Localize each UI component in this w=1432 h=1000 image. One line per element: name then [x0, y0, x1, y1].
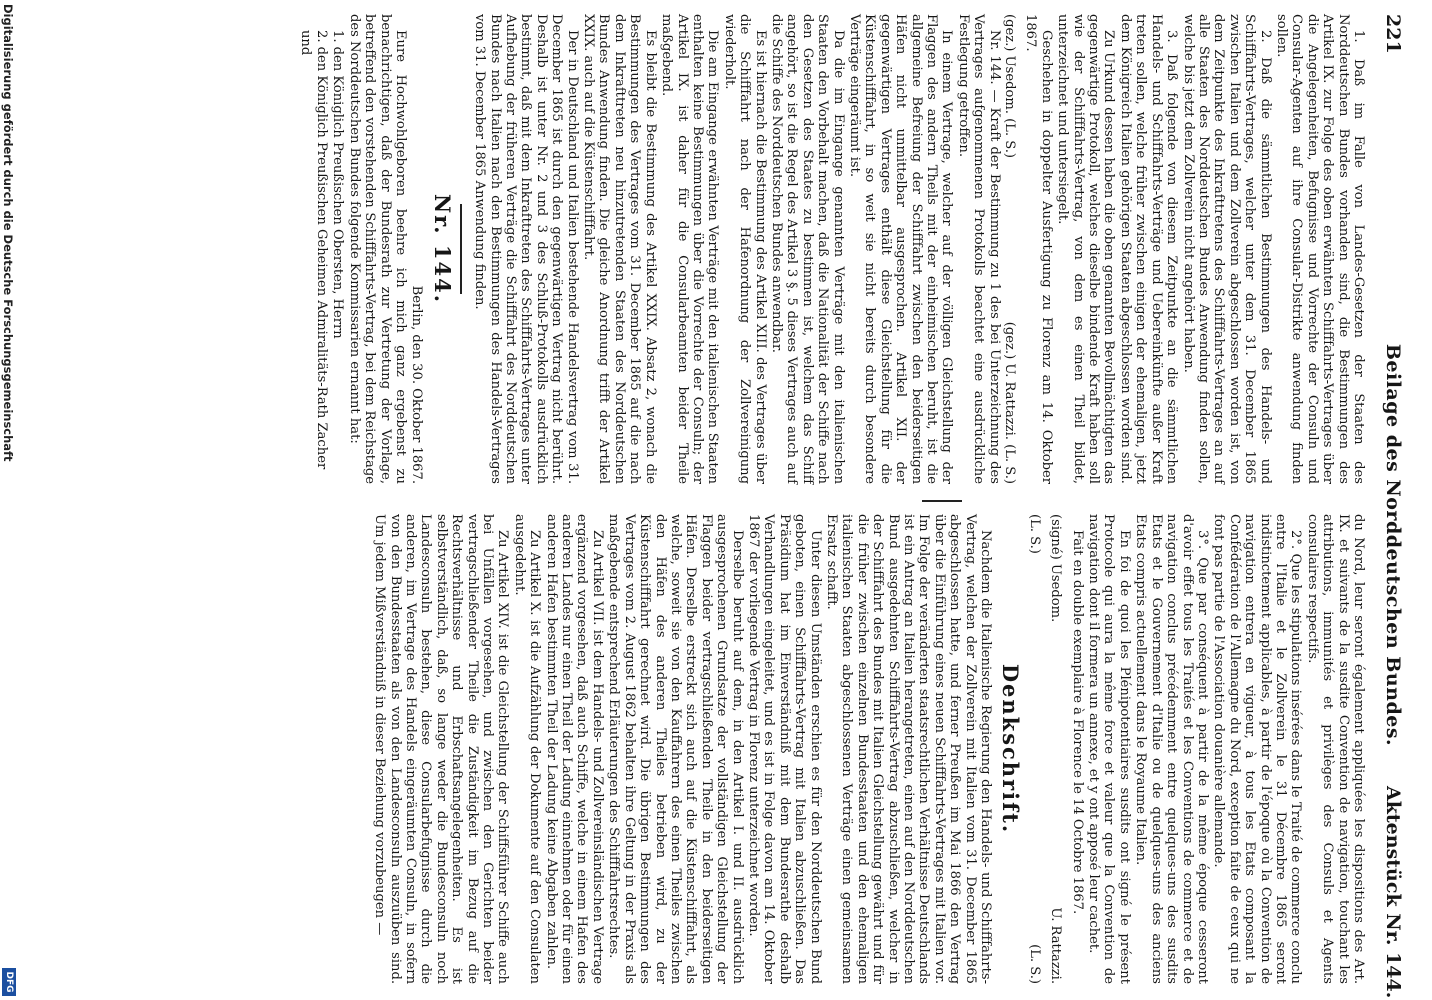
- paragraph: Zu Urkund dessen haben die oben genannten Bevollmächtigten das gegenwärtige Protokoll, welches dieselbe bindende Kraft haben soll wie der Schifffahrts-Vertrag, von dem es einen Theil bildet, unterzeichnet und untersiegelt.: [1055, 14, 1117, 484]
- paragraph: du Nord, leur seront également appliquées les dispositions des Art. IX. et suivants de la susdite Convention de navigation, touchant les attributions, immunités et privilèges des Consuls et Agents consulaires respectifs.: [1304, 514, 1366, 984]
- right-column: [371, 514, 1366, 984]
- signature: (gez.) U. Rattazzi. (L. S.): [1002, 321, 1018, 484]
- paragraph: Nachdem die Italienische Regierung den Handels- und Schifffahrts-Vertrag, welchen der Zollverein mit Italien vom 31. December 1865 abgeschlossen hatte, und ferner Preußen im Mai 1866 den Vertrag über die Einführung eines neuen Schifffahrts-Vertrages mit Italien vor. Im Folge der veränderten staatsrechtlichen Verhältnisse Deutschlands ist ein Antrag an Italien herangetreten, einen auf den Norddeutschen Bund ausgedehnten Schifffahrts-Vertrag abzuschließen, welcher in der Schifffahrt des Bundes mit Italien Gleichstellung gewährt und für die früher zwischen einzelnen Bundesstaaten und den ehemaligen italienischen Staaten abgeschlossenen Verträge einen gemeinsamen Ersatz schafft.: [824, 514, 994, 984]
- list-item: und: [297, 30, 313, 56]
- dfg-logo: DFG: [2, 968, 16, 996]
- seal: (L. S.): [1026, 944, 1042, 984]
- seal: (L. S.): [1026, 514, 1042, 554]
- digitization-footer: [0, 0, 16, 1000]
- paragraph: Geschehen in doppelter Ausfertigung zu Florenz am 14. Oktober 1867.: [1023, 14, 1054, 484]
- paragraph: Derselbe beruht auf dem, in den Artikel I. und II. ausdrücklich ausgesprochenen Grundsatze der vollständigen Gleichstellung der Flaggen beider vertragschließenden Theile in den beiderseitigen Häfen. Derselbe erstreckt sich auch auf die Küstenschifffahrt, als welche, soweit sie von den Kauffahrern des einen Theiles zwischen den Häfen des anderen Theiles betrieben wird, zu der Küstenschifffahrt gerechnet wird. Die übrigen Bestimmungen des Vertrages vom 2. August 1862 behalten ihre Geltung in der Praxis als maßgebende entsprechend Erläuterungen des Schifffahrtsrechtes.: [606, 514, 745, 984]
- signature: (signé) Usedom.: [1048, 514, 1064, 623]
- signature-line: [1002, 14, 1017, 484]
- paragraph: Es bleibt die Bestimmung des Artikel XXIX. Absatz 2, wonach die Bestimmungen des Vertrages vom 31. December 1865 auf die nach dem Inkrafttreten neu hinzutretenden Staaten des Norddeutschen Bundes Anwendung finden. Die gleiche Anordnung trifft der Artikel XXIX. auch auf die Küstenschifffahrt.: [581, 14, 658, 484]
- signature: (gez.) Usedom. (L. S.): [1002, 14, 1018, 158]
- paragraph: 3. Daß folgende von diesem Zeitpunkte an die sämmtlichen Handels- und Schifffahrts-Verträge und Uebereinkünfte außer Kraft treten sollen, welche früher zwischen einigen der ehemaligen, jetzt dem Königreich Italien gehörigen Staaten abgeschlossen worden sind.: [1117, 14, 1180, 484]
- paragraph: In einem Vertrage, welcher auf der völligen Gleichstellung der Flaggen des andern Theils mit der einheimischen beruht, ist die allgemeine Befreiung der Schifffahrt zwischen den beiderseitigen Häfen nicht unmittelbar ausgesprochen. Artikel XII. der gegenwärtigen Vertrages enthält diese Gleichstellung für die Küstenschifffahrt, in so weit sie nicht bereits durch besondere Verträge eingeräumt ist.: [847, 14, 955, 484]
- place-date: Berlin, den 30. Oktober 1867.: [409, 285, 425, 484]
- running-title: Beilage des Norddeutschen Bundes.: [1382, 343, 1404, 747]
- paragraph: Zu Artikel XIV. ist die Gleichstellung der Schiffsführer Schiffe auch bei Unfällen vorgesehen, und zwischen den Gerichten beider vertragschließender Theile die Zuständigkeit im Bezug auf die Rechtsverhältnisse und Erbschaftsangelegenheiten. Es ist selbstverständlich, daß, so lange weder die Bundesconsuln noch Landesconsuln bestehen, diese Consularbefugnisse durch die anderen, im Vertrage des Handels eingeräumten Consuln, in sofern von den Bundesstaaten als von den Landesconsuln auszuüben sind. Um jedem Mißverständniß in dieser Beziehung vorzubeugen —: [372, 514, 511, 984]
- signature-line: [1048, 514, 1063, 984]
- paragraph: Eure Hochwohlgeboren beehre ich mich ganz ergebenst zu benachrichtigen, daß der Bundesrath zur Vertretung der Vorlage, betreffend den vorstehenden Schifffahrts-Vertrag, bei dem Reichstage des Norddeutschen Bundes folgende Kommissarien ernannt hat:: [346, 14, 409, 484]
- paragraph: En foi de quoi les Plénipotentiaires susdits ont signé le présent Protocole qui aura la même force et valeur que la Convention de navigation dont il formera un annexe, et y ont apposé leur cachet.: [1086, 514, 1132, 984]
- paragraph: Die am Eingange erwähnten Verträge mit den italienischen Staaten enthalten keine Bestimmungen über die Vorrechte der Consuln; der Artikel IX. ist daher für die Consularbeamten beider Theile maßgebend.: [659, 14, 721, 484]
- paragraph: Unter diesen Umständen erschien es für den Norddeutschen Bund geboten, einen Schifffahrts-Vertrag mit Italien abzuschließen. Das Präsidium hat im Einverständniß mit dem Bundesrathe deshalb Verhandlungen eingeleitet, und es ist in Folge davon am 14. Oktober 1867 der vorliegende Vertrag in Florenz unterzeichnet worden.: [745, 514, 823, 984]
- signature: U. Rattazzi.: [1048, 907, 1064, 984]
- seal-line: [1026, 514, 1041, 984]
- paragraph: Fait en double exemplaire à Florence le 14 Octobre 1867.: [1069, 530, 1085, 915]
- paragraph: Nr. 144. — Kraft der Bestimmung zu 1 des bei Unterzeichnung des Vertrages aufgenommenen Protokolls beachtet eine ausdrückliche Festlegung getroffen.: [955, 14, 1002, 484]
- separator-rule: [460, 204, 462, 294]
- paragraph: 2°. Que les stipulations insérées dans le Traité de commerce conclu entre l'Italie et le Zollverein le 31 Décembre 1865 seront indistinctement applicables, à partir de l'époque où la Convention de navigation entrera en vigueur, à tous les Etats composant la Confédération de l'Allemagne du Nord, exception faite de ceux qui ne font pas partie de l'Association douanière allemande.: [1211, 514, 1304, 984]
- paragraph: Zu Artikel VII. ist dem Handels- und Zollvereinsländischen Vertrage ergänzend vorgesehen, daß auch Schiffe, welche in einem Hafen des anderen Landes nur einen Theil der Ladung einnehmen oder für einen anderen Hafen bestimmten Theil der Ladung keine Abgaben zahlen.: [543, 514, 605, 984]
- section-number: Nr. 144.: [429, 193, 455, 305]
- funding-note: Digitalisierung gefördert durch die Deutsche Forschungsgemeinschaft: [1, 4, 15, 462]
- paragraph: Da die im Eingange genannten Verträge mit den italienischen Staaten den Vorbehalt machen, daß die Nationalität der Schiffe nach den Gesetzen des Staates zu bestimmen ist, welchem das Schiff angehört, so ist die Regel des Artikel 3 §. 5 dieses Vertrages auch auf die Schiffe des Norddeutschen Bundes anwendbar.: [768, 14, 846, 484]
- paragraph: 2. Daß die sämmtlichen Bestimmungen des Handels- und Schifffahrts-Vertrages, welcher unter dem 31. December 1865 zwischen Italien und dem Zollverein abgeschlossen worden ist, von dem Zeitpunkte des Inkrafttretens des Schifffahrts-Vertrages an auf alle Staaten des Norddeutschen Bundes Anwendung finden sollen, welche bis jetzt dem Zollverein nicht angehört haben.: [1180, 14, 1273, 484]
- paragraph: Zu Artikel X. ist die Aufzählung der Dokumente auf den Consulaten ausgedehnt.: [511, 514, 543, 984]
- paragraph: 3°. Que par conséquent à partir de la même époque cesseront d'avoir effet tous les Traités et les Conventions de commerce et de navigation conclus précédemment entre quelques-uns des susdits Etats et le Gouvernement d'Italie ou de quelques-uns des anciens Etats compris actuellement dans le Royaume Italien.: [1133, 514, 1210, 984]
- paragraph: Es ist hiernach die Bestimmung des Artikel XIII. des Vertrages über die Schifffahrt nach der Hafenordnung der Zollvereinigung wiederholt.: [721, 14, 768, 484]
- page-number: 221: [1382, 14, 1404, 54]
- section-heading: Denkschrift.: [998, 663, 1024, 835]
- document-number: Aktenstück Nr. 144.: [1382, 786, 1404, 999]
- page-header: [1374, 0, 1408, 1000]
- column-divider: [922, 500, 962, 502]
- list-item: 2. den Königlich Preußischen Geheimen Admiralitäts-Rath Zacher: [314, 30, 329, 470]
- list-item: 1. den Königlich Preußischen Obersten, Herrn: [330, 30, 346, 339]
- left-column: [296, 14, 1366, 484]
- paragraph: Der in Deutschland und Italien bestehende Handelsvertrag vom 31. December 1865 ist durch den gegenwärtigen Vertrag nicht berührt. Deshalb ist unter Nr. 2 und 3 des Schluß-Protokolls ausdrücklich bestimmt, daß mit dem Inkrafttreten des Schifffahrts-Vertrages unter Aufhebung der früheren Verträge die Schifffahrt des Norddeutschen Bundes nach Italien nach den Bestimmungen des Handels-Vertrages vom 31. December 1865 Anwendung finden.: [472, 14, 580, 484]
- paragraph: 1. Daß im Falle von Landes-Gesetzen der Staaten des Norddeutschen Bundes vorhanden sind, die Bestimmungen des Artikel IX. zur Folge des oben erwähnten Schifffahrts-Vertrages über die Angelegenheiten, Befugnisse und Vorrechte der Consuln und Consular-Agenten auf ihre Consular-Distrikte anwendung finden sollen.: [1273, 14, 1366, 484]
